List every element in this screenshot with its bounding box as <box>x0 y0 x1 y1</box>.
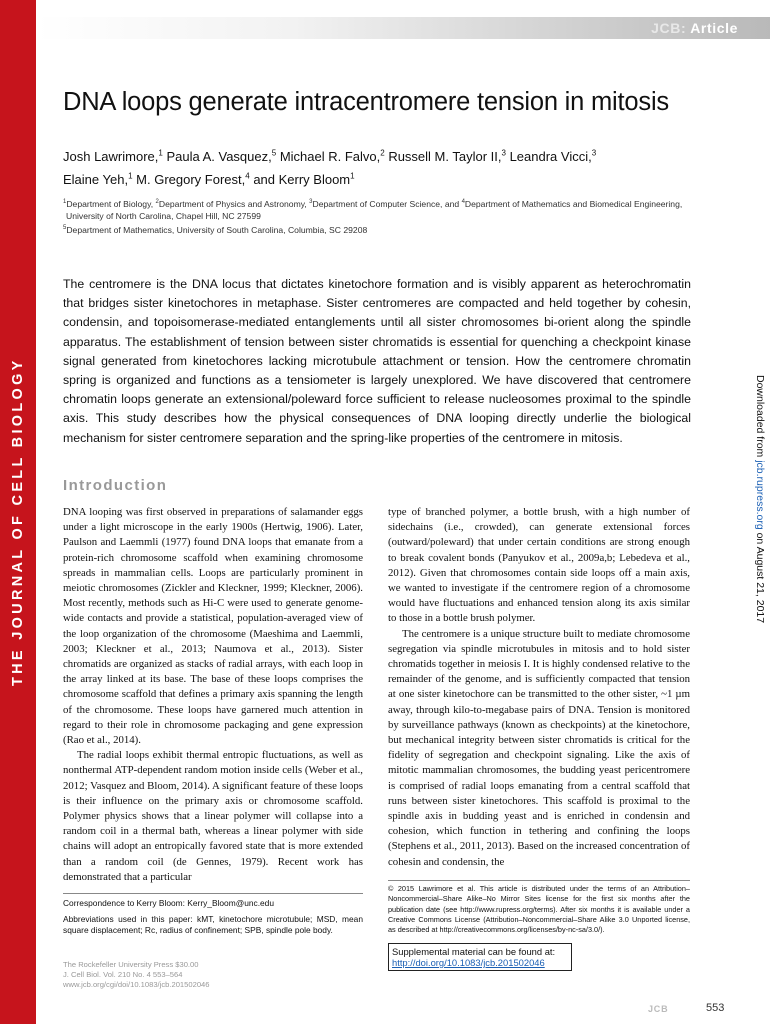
author: Russell M. Taylor II,$^3$ <box>388 149 506 165</box>
supplemental-label: Supplemental material can be found at: <box>392 946 556 957</box>
supplemental-box <box>388 943 572 971</box>
header-journal: JCB: <box>651 20 687 36</box>
license-divider <box>388 880 690 881</box>
footnote-divider <box>63 893 363 894</box>
paragraph: The radial loops exhibit thermal entropic fluctuations, as well as nonthermal ATP-dependent random motion inside cells (Weber et al., 2012; Vasquez and Bloom, 2014). A significant feature of these loops is their influence on the primary axis or chromosome scaffold. Polymer physics shows that a linear polymer will collapse into a random coil in a thermal bath, whereas a linear polymer with side chains will adopt an entropically favored state that is more extended than a random coil (de Gennes, 1979). Recent work has demonstrated that a particular <box>63 749 363 883</box>
author: Michael R. Falvo,$^2$ <box>279 149 385 165</box>
paragraph: type of branched polymer, a bottle brush, with a high number of sidechains (i.e., crowded), can generate extensional forces (outward/poleward) that under certain conditions are strong enough to break covalent bonds (Panyukov et al., 2009a,b; Lebedeva et al., 2012). Given that chromosomes contain side loops off a main axis, we wanted to investigate if the centromere region of a chromosome would have fluctuations and enhanced tension along its axis similar to those in a bottle brush polymer. <box>388 506 690 625</box>
page-number: 553 <box>706 1002 725 1014</box>
download-link[interactable]: jcb.rupress.org <box>754 460 766 530</box>
download-stamp: Downloaded from jcb.rupress.org on August 21, 2017 <box>754 375 766 624</box>
footer-journal: JCB <box>648 1004 669 1014</box>
footnotes <box>63 898 363 941</box>
license-text: © 2015 Lawrimore et al. This article is distributed under the terms of an Attribution–Noncommercial–Share Alike–No Mirror Sites license for the first six months after the publication date (see http://www.rupress.org/terms). After six months it is available under a Creative Commons License (Attribution–Noncommercial–Share Alike 3.0 Unported license, as described at http://creativecommons.org/licenses/by-nc-sa/3.0/). <box>388 884 690 935</box>
footer-publisher: The Rockefeller University Press $30.00 <box>63 960 199 969</box>
body-column-right <box>388 505 690 870</box>
footer-citation <box>63 960 303 991</box>
author: Elaine Yeh,$^1$ <box>63 171 133 187</box>
body-column-left <box>63 505 363 885</box>
affiliation-line: University of North Carolina, Chapel Hill, NC 27599 <box>66 210 261 221</box>
author-list <box>63 144 703 189</box>
supplemental-link[interactable]: http://doi.org/10.1083/jcb.201502046 <box>392 957 545 968</box>
author: Paula A. Vasquez,$^5$ <box>166 149 277 165</box>
correspondence: Correspondence to Kerry Bloom: Kerry_Bloom@unc.edu <box>63 898 274 908</box>
affiliation-line: $^5$Department of Mathematics, University of South Carolina, Columbia, SC 29208 <box>63 224 368 235</box>
abstract: The centromere is the DNA locus that dictates kinetochore formation and is visibly apparent as heterochromatin that bridges sister kinetochores in metaphase. Sister centromeres are compacted and held together by cohesin, condensin, and topoisomerase-mediated entanglements until all sister chromosomes bi-orient along the spindle apparatus. The establishment of tension between sister chromatids is essential for quenching a checkpoint kinase signal generated from kinetochores lacking microtubule attachment or tension. How the centromere chromatin spring is organized and functions as a tensiometer is largely unexplored. We have discovered that centromere chromatin loops generate an extensional/poleward force sufficient to release nucleosomes proximal to the spindle axis. This study describes how the physical consequences of DNA looping directly underlie the biological mechanism for sister centromere separation and the spring-like properties of the centromere in mitosis. <box>63 277 691 445</box>
affiliations <box>63 196 703 236</box>
author: Josh Lawrimore,$^1$ <box>63 149 163 165</box>
author: Leandra Vicci,$^3$ <box>509 149 597 165</box>
article-title: DNA loops generate intracentromere tension in mitosis <box>63 88 669 116</box>
affiliation-line: $^1$Department of Biology, $^2$Department of Physics and Astronomy, $^3$Department of Computer Science, and $^4$Department of Mathematics and Biomedical Engineering, <box>63 198 683 209</box>
journal-name-vertical <box>4 658 32 686</box>
author: M. Gregory Forest,$^4$ <box>136 171 250 187</box>
abbreviations: Abbreviations used in this paper: kMT, kinetochore microtubule; MSD, mean square displacement; Rc, radius of confinement; SPB, spindle pole body. <box>63 913 363 935</box>
footer-volume: J. Cell Biol. Vol. 210 No. 4 553–564 <box>63 970 183 980</box>
paragraph: DNA looping was first observed in preparations of salamander eggs under a light microscope in the early 1900s (Hertwig, 1906). Later, Paulson and Laemmli (1977) found DNA loops that emanate from a protein-rich chromosome scaffold when examining chromosome spreads in mammalian cells. Loops are particularly prominent in meiotic chromosomes (Zickler and Kleckner, 1999; Kleckner, 2006). Most recently, methods such as Hi-C were used to generate genome-wide contacts and provide a statistical, population-averaged view of the loop organization of the chromosome (Maeshima and Laemmli, 2003; Kleckner et al., 2013; Naumova et al., 2013). Sister chromatids are organized as stacks of radial arrays, with each loop in the array linked at its base. The base of these loops comprises the chromosome scaffold that defines a primary axis spanning the length of the chromosome. These loops have garnered much attention in regard to their role in chromosome packaging and gene expression (Rao et al., 2014). <box>63 506 363 747</box>
header-label <box>651 17 738 39</box>
paragraph: The centromere is a unique structure built to mediate chromosome segregation via spindle microtubules in mitosis and to hold sister chromatids together in meiosis I. It is highly condensed relative to the remainder of the genome, and is sufficiently compacted that tension at one sister kinetochore can be transmitted to the other sister, ~1 µm away, through kilo-to-megabase pairs of DNA. Tension is monitored by surveillance pathways (known as checkpoints) at the kinetochore, but mechanical integrity between sister chromatids is critical for the fidelity of segregation and checkpoint signaling. Like the axis of mitotic mammalian chromosomes, the budding yeast pericentromere is comprised of radial loops emanating from a central scaffold that runs between sister kinetochores. This scaffold is proximal to the spindle axis in budding yeast and is enriched in condensin and cohesion, which function in tethering and confining the loops (Stephens et al., 2011, 2013). Based on the increased concentration of cohesin and condensin, the <box>388 627 690 868</box>
author: and Kerry Bloom$^1$ <box>253 171 355 187</box>
header-section: Article <box>690 20 738 36</box>
footer-url: www.jcb.org/cgi/doi/10.1083/jcb.201502046 <box>63 980 210 990</box>
section-heading: Introduction <box>63 477 168 494</box>
